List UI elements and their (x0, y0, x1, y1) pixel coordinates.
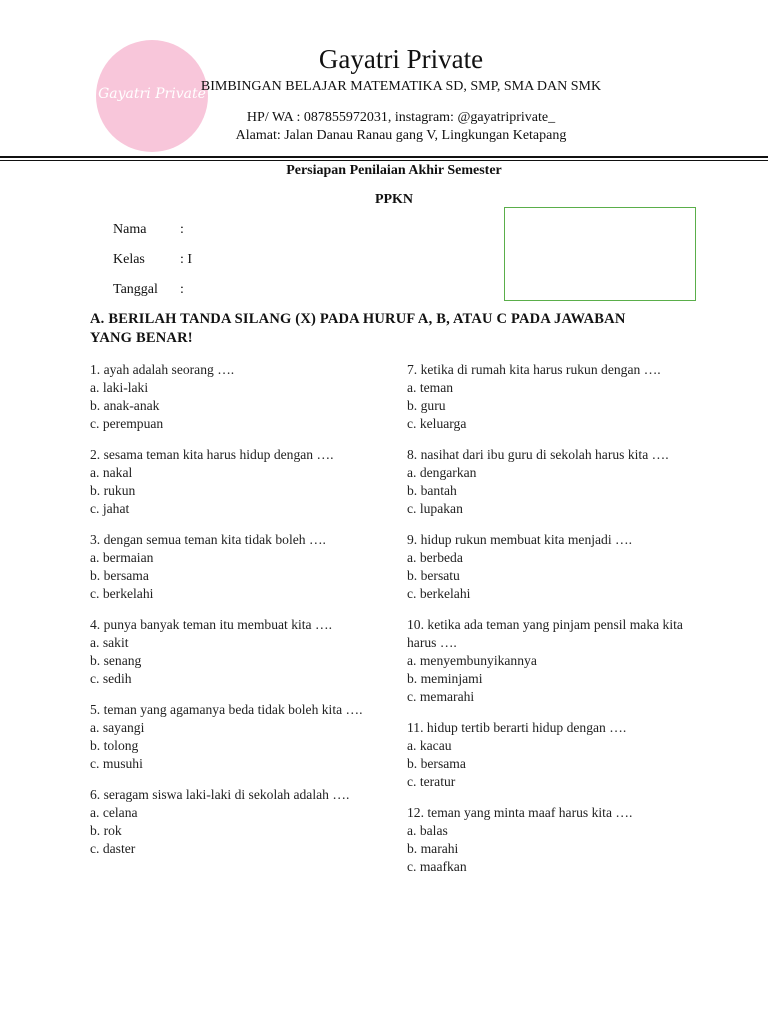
header-divider (0, 156, 768, 158)
answer-option[interactable]: c. memarahi (407, 689, 475, 704)
field-label-kelas: Kelas (113, 252, 145, 267)
answer-option[interactable]: a. nakal (90, 465, 133, 480)
answer-option[interactable]: a. dengarkan (407, 465, 477, 480)
question-item (407, 616, 697, 706)
section-instruction: A. BERILAH TANDA SILANG (X) PADA HURUF A, B, ATAU C PADA JAWABAN YANG BENAR! (90, 311, 626, 346)
answer-option[interactable]: c. berkelahi (407, 586, 471, 601)
answer-option[interactable]: b. marahi (407, 841, 459, 856)
answer-option[interactable]: c. berkelahi (90, 586, 154, 601)
answer-option[interactable]: c. lupakan (407, 501, 463, 516)
question-stem: 3. dengan semua teman kita tidak boleh …. (90, 532, 326, 547)
answer-option[interactable]: c. daster (90, 841, 136, 856)
question-stem: 7. ketika di rumah kita harus rukun dengan …. (407, 362, 661, 377)
exam-title: Persiapan Penilaian Akhir Semester (286, 163, 502, 178)
field-value-tanggal: : (180, 282, 184, 297)
answer-option[interactable]: b. guru (407, 398, 446, 413)
answer-option[interactable]: b. tolong (90, 738, 139, 753)
header-subtitle: BIMBINGAN BELAJAR MATEMATIKA SD, SMP, SMA DAN SMK (200, 79, 602, 94)
answer-option[interactable]: c. perempuan (90, 416, 164, 431)
question-item (90, 701, 380, 773)
question-stem: 4. punya banyak teman itu membuat kita …. (90, 617, 332, 632)
answer-option[interactable]: a. balas (407, 823, 448, 838)
answer-option[interactable]: a. menyembunyikannya (407, 653, 537, 668)
answer-option[interactable]: b. bantah (407, 483, 457, 498)
field-label-nama: Nama (113, 222, 147, 237)
answer-option[interactable]: c. keluarga (407, 416, 467, 431)
answer-option[interactable]: c. sedih (90, 671, 132, 686)
answer-option[interactable]: b. anak-anak (90, 398, 160, 413)
question-stem: 2. sesama teman kita harus hidup dengan …. (90, 447, 334, 462)
question-stem: 1. ayah adalah seorang …. (90, 362, 235, 377)
answer-option[interactable]: c. jahat (90, 501, 130, 516)
question-item (407, 719, 697, 791)
question-stem: 11. hidup tertib berarti hidup dengan …. (407, 720, 627, 735)
question-item (407, 804, 697, 876)
answer-option[interactable]: a. sakit (90, 635, 129, 650)
question-item (407, 446, 697, 518)
question-item (90, 361, 380, 433)
question-stem: 5. teman yang agamanya beda tidak boleh kita …. (90, 702, 363, 717)
exam-subject: PPKN (374, 192, 414, 207)
field-value-nama: : (180, 222, 184, 237)
question-stem: 10. ketika ada teman yang pinjam pensil maka kita harus …. (407, 617, 683, 650)
question-stem: 8. nasihat dari ibu guru di sekolah harus kita …. (407, 447, 669, 462)
question-stem: 6. seragam siswa laki-laki di sekolah adalah …. (90, 787, 350, 802)
score-box (504, 207, 696, 301)
question-stem: 12. teman yang minta maaf harus kita …. (407, 805, 633, 820)
question-item (90, 446, 380, 518)
answer-option[interactable]: a. celana (90, 805, 138, 820)
answer-option[interactable]: b. rukun (90, 483, 136, 498)
question-item (407, 361, 697, 433)
answer-option[interactable]: b. meminjami (407, 671, 483, 686)
answer-option[interactable]: a. berbeda (407, 550, 463, 565)
questions-right-column (407, 361, 697, 889)
answer-option[interactable]: a. kacau (407, 738, 452, 753)
questions-left-column (90, 361, 380, 871)
logo-text: Gayatri Private (98, 86, 206, 102)
answer-option[interactable]: a. bermaian (90, 550, 154, 565)
answer-option[interactable]: c. musuhi (90, 756, 143, 771)
question-stem: 9. hidup rukun membuat kita menjadi …. (407, 532, 633, 547)
answer-option[interactable]: c. teratur (407, 774, 456, 789)
answer-option[interactable]: a. laki-laki (90, 380, 149, 395)
question-item (90, 786, 380, 858)
answer-option[interactable]: b. bersama (90, 568, 149, 583)
header-address: Alamat: Jalan Danau Ranau gang V, Lingkungan Ketapang (235, 128, 567, 143)
question-item (90, 616, 380, 688)
question-item (407, 531, 697, 603)
field-value-kelas: : I (180, 252, 193, 267)
answer-option[interactable]: a. teman (407, 380, 454, 395)
field-label-tanggal: Tanggal (113, 282, 158, 297)
answer-option[interactable]: c. maafkan (407, 859, 467, 874)
answer-option[interactable]: a. sayangi (90, 720, 145, 735)
brand-title: Gayatri Private (318, 44, 484, 74)
answer-option[interactable]: b. bersatu (407, 568, 460, 583)
answer-option[interactable]: b. bersama (407, 756, 466, 771)
answer-option[interactable]: b. senang (90, 653, 142, 668)
question-item (90, 531, 380, 603)
header-contact: HP/ WA : 087855972031, instagram: @gayatriprivate_ (246, 110, 556, 125)
answer-option[interactable]: b. rok (90, 823, 122, 838)
header-divider-thin (0, 160, 768, 161)
